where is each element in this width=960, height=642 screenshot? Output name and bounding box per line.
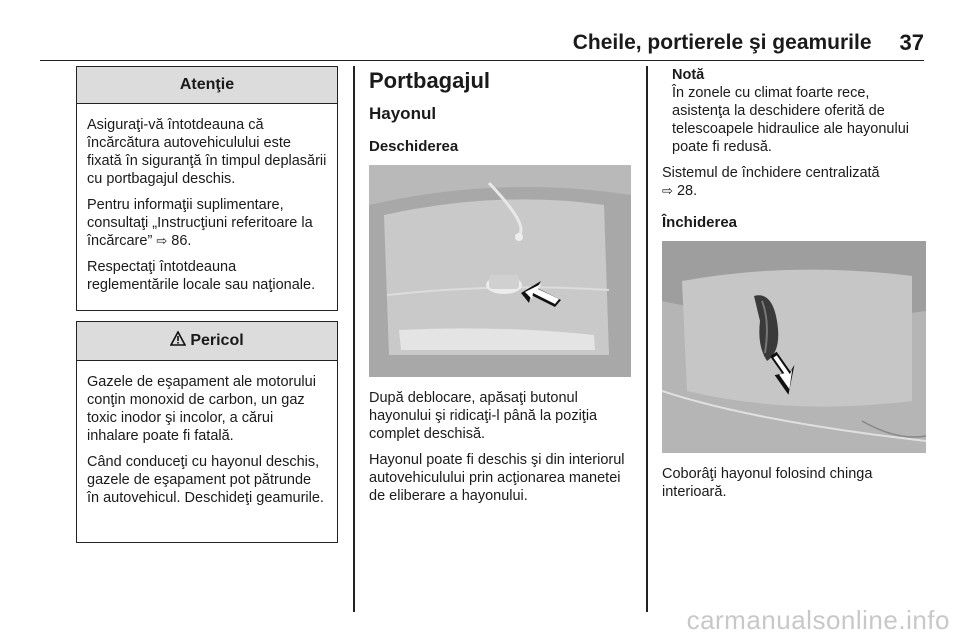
header-title: Cheile, portierele şi geamurile [572,31,872,54]
danger-paragraph-1: Gazele de eşapament ale motorului conţin monoxid de carbon, un gaz toxic inodor şi incolor, a cărui inhalare poate fi fatală. [87,374,316,444]
tailgate-strap-illustration [662,241,926,453]
central-locking-text: Sistemul de închidere centralizată [662,165,880,181]
section-title: Portbagajul [369,68,491,93]
page-ref-arrow-icon: ⇨ [662,183,673,198]
page-number: 37 [899,30,924,55]
note-block [662,66,926,156]
opening-paragraph-2: Hayonul poate fi deschis şi din interiorul autovehiculului prin acţionarea manetei de eliberare a hayonului. [369,452,625,504]
danger-title: Pericol [190,332,244,349]
closing-paragraph: Coborâţi hayonul folosind chinga interioară. [662,466,873,500]
central-locking-ref [662,164,926,200]
opening-heading: Deschiderea [369,138,459,155]
danger-header [77,322,337,361]
column-divider-left [353,66,355,612]
attention-box [76,66,338,311]
danger-paragraph-2: Când conduceţi cu hayonul deschis, gazele de eşapament pot pătrunde în autovehicul. Deschideţi geamurile. [87,454,324,506]
page-ref-arrow-icon: ⇨ [156,233,168,248]
watermark: carmanualsonline.info [686,605,950,635]
column-divider-right [646,66,648,612]
subsection-title: Hayonul [369,104,437,123]
column-left [76,66,338,543]
attention-paragraph-2 [87,196,327,250]
warning-triangle-icon [170,331,186,351]
danger-box [76,321,338,543]
attention-paragraph-1: Asiguraţi-vă întotdeauna că încărcătura autovehiculului este fixată în siguranţă în timpul deplasării cu portbagajul deschis. [87,117,327,187]
attention-body [77,104,337,310]
danger-body [77,361,337,523]
attention-paragraph-2-text: Pentru informaţii suplimentare, consultaţi „Instrucţiuni referitoare la încărcare” [87,197,313,249]
note-text: În zonele cu climat foarte rece, asistenţa la deschidere oferită de telescoapele hidraulice ale hayonului poate fi redusă. [672,85,909,155]
column-middle [369,66,633,513]
page-header [40,26,924,61]
note-title: Notă [672,67,705,83]
attention-page-ref[interactable]: 86. [171,233,192,249]
closing-heading: Închiderea [662,214,738,231]
central-locking-page-ref[interactable]: 28. [676,183,698,199]
opening-paragraph-1: După deblocare, apăsaţi butonul hayonului şi ridicaţi-l până la poziţia complet deschisă. [369,390,598,442]
column-right [662,66,926,509]
tailgate-button-illustration [369,165,631,377]
attention-title: Atenţie [77,67,337,104]
attention-paragraph-3: Respectaţi întotdeauna reglementările locale sau naţionale. [87,259,316,293]
